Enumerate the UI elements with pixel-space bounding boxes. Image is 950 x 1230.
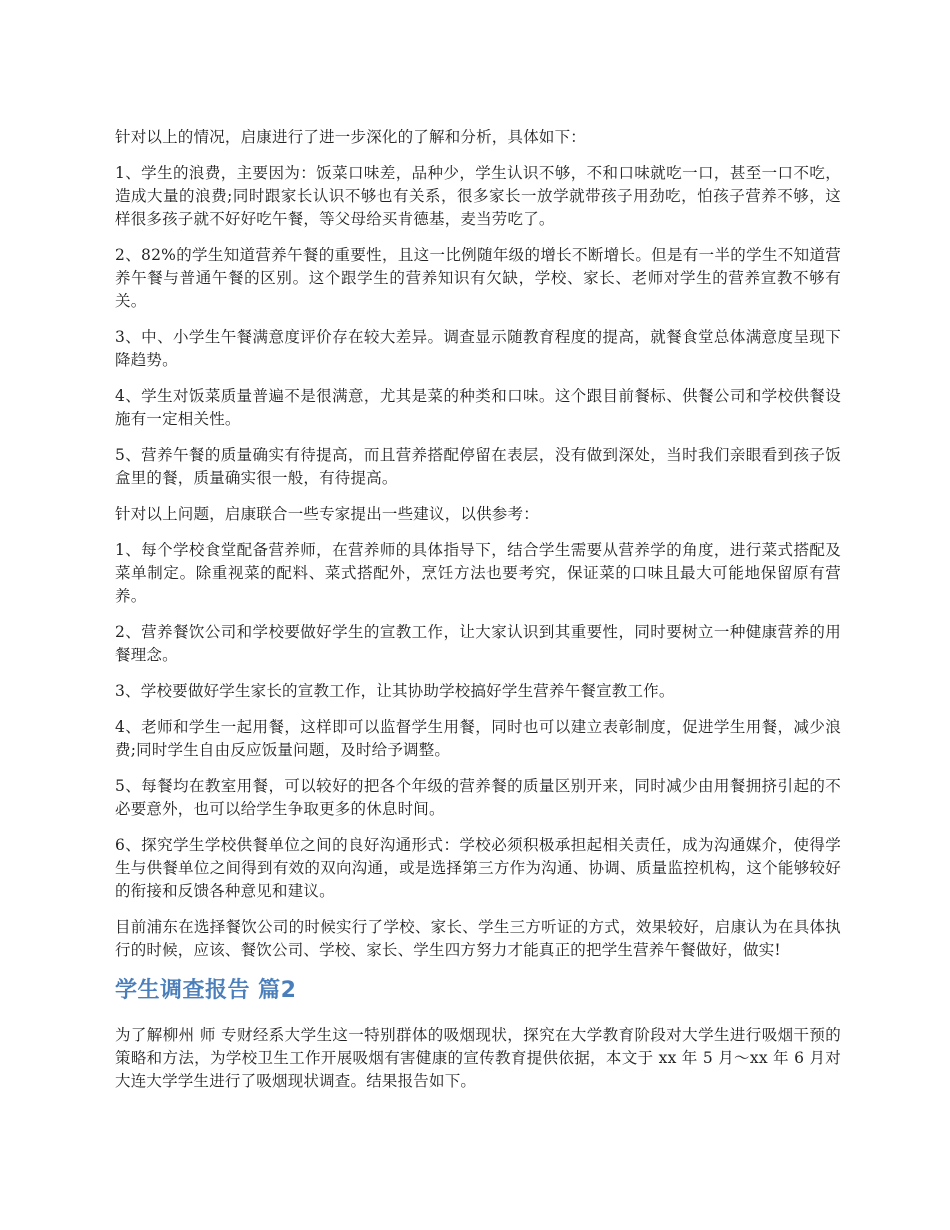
section-heading: 学生调查报告 篇2 <box>115 978 297 1003</box>
intro-paragraph: 针对以上的情况，启康进行了进一步深化的了解和分析，具体如下： <box>115 128 587 146</box>
finding-5-paragraph: 5、营养午餐的质量确实有待提高，而且营养搭配停留在表层，没有做到深处，当时我们亲眼看到孩子饭盒里的餐，质量确实很一般，有待提高。 <box>115 446 841 487</box>
finding-3-paragraph: 3、中、小学生午餐满意度评价存在较大差异。调查显示随教育程度的提高，就餐食堂总体满意度呈现下降趋势。 <box>115 328 841 369</box>
conclusion-paragraph: 目前浦东在选择餐饮公司的时候实行了学校、家长、学生三方听证的方式，效果较好，启康认为在具体执行的时候，应该、餐饮公司、学校、家长、学生四方努力才能真正的把学生营养午餐做好，做实! <box>115 918 841 959</box>
suggestions-intro-paragraph: 针对以上问题，启康联合一些专家提出一些建议，以供参考： <box>115 505 539 523</box>
finding-2-paragraph: 2、82%的学生知道营养午餐的重要性，且这一比例随年级的增长不断增长。但是有一半的学生不知道营养午餐与普通午餐的区别。这个跟学生的营养知识有欠缺，学校、家长、老师对学生的营养宣教不够有关。 <box>115 246 841 310</box>
suggestion-1-paragraph: 1、每个学校食堂配备营养师，在营养师的具体指导下，结合学生需要从营养学的角度，进行菜式搭配及菜单制定。除重视菜的配料、菜式搭配外，烹饪方法也要考究，保证菜的口味且最大可能地保留原有营养。 <box>115 541 841 605</box>
suggestion-5-paragraph: 5、每餐均在教室用餐，可以较好的把各个年级的营养餐的质量区别开来，同时减少由用餐拥挤引起的不必要意外，也可以给学生争取更多的休息时间。 <box>115 777 841 818</box>
suggestion-6-paragraph: 6、探究学生学校供餐单位之间的良好沟通形式：学校必须积极承担起相关责任，成为沟通媒介，使得学生与供餐单位之间得到有效的双向沟通，或是选择第三方作为沟通、协调、质量监控机构，这个能够较好的衔接和反馈各种意见和建议。 <box>115 836 841 900</box>
suggestion-3-paragraph: 3、学校要做好学生家长的宣教工作，让其协助学校搞好学生营养午餐宣教工作。 <box>115 682 675 700</box>
suggestion-4-paragraph: 4、老师和学生一起用餐，这样即可以监督学生用餐，同时也可以建立表彰制度，促进学生用餐，减少浪费;同时学生自由反应饭量问题，及时给予调整。 <box>115 718 841 759</box>
report2-intro-paragraph: 为了解柳州 师 专财经系大学生这一特别群体的吸烟现状，探究在大学教育阶段对大学生进行吸烟干预的策略和方法，为学校卫生工作开展吸烟有害健康的宣传教育提供依据，本文于 xx 年 5 月～xx 年 6 月对大连大学学生进行了吸烟现状调查。结果报告如下。 <box>115 1026 841 1090</box>
finding-1-paragraph: 1、学生的浪费，主要因为：饭菜口味差，品种少，学生认识不够，不和口味就吃一口，甚至一口不吃，造成大量的浪费;同时跟家长认识不够也有关系，很多家长一放学就带孩子用劲吃，怕孩子营养不够，这样很多孩子就不好好吃午餐，等父母给买肯德基，麦当劳吃了。 <box>115 164 841 228</box>
suggestion-2-paragraph: 2、营养餐饮公司和学校要做好学生的宣教工作，让大家认识到其重要性，同时要树立一种健康营养的用餐理念。 <box>115 623 841 664</box>
document-page <box>115 126 841 1106</box>
finding-4-paragraph: 4、学生对饭菜质量普遍不是很满意，尤其是菜的种类和口味。这个跟目前餐标、供餐公司和学校供餐设施有一定相关性。 <box>115 387 841 428</box>
